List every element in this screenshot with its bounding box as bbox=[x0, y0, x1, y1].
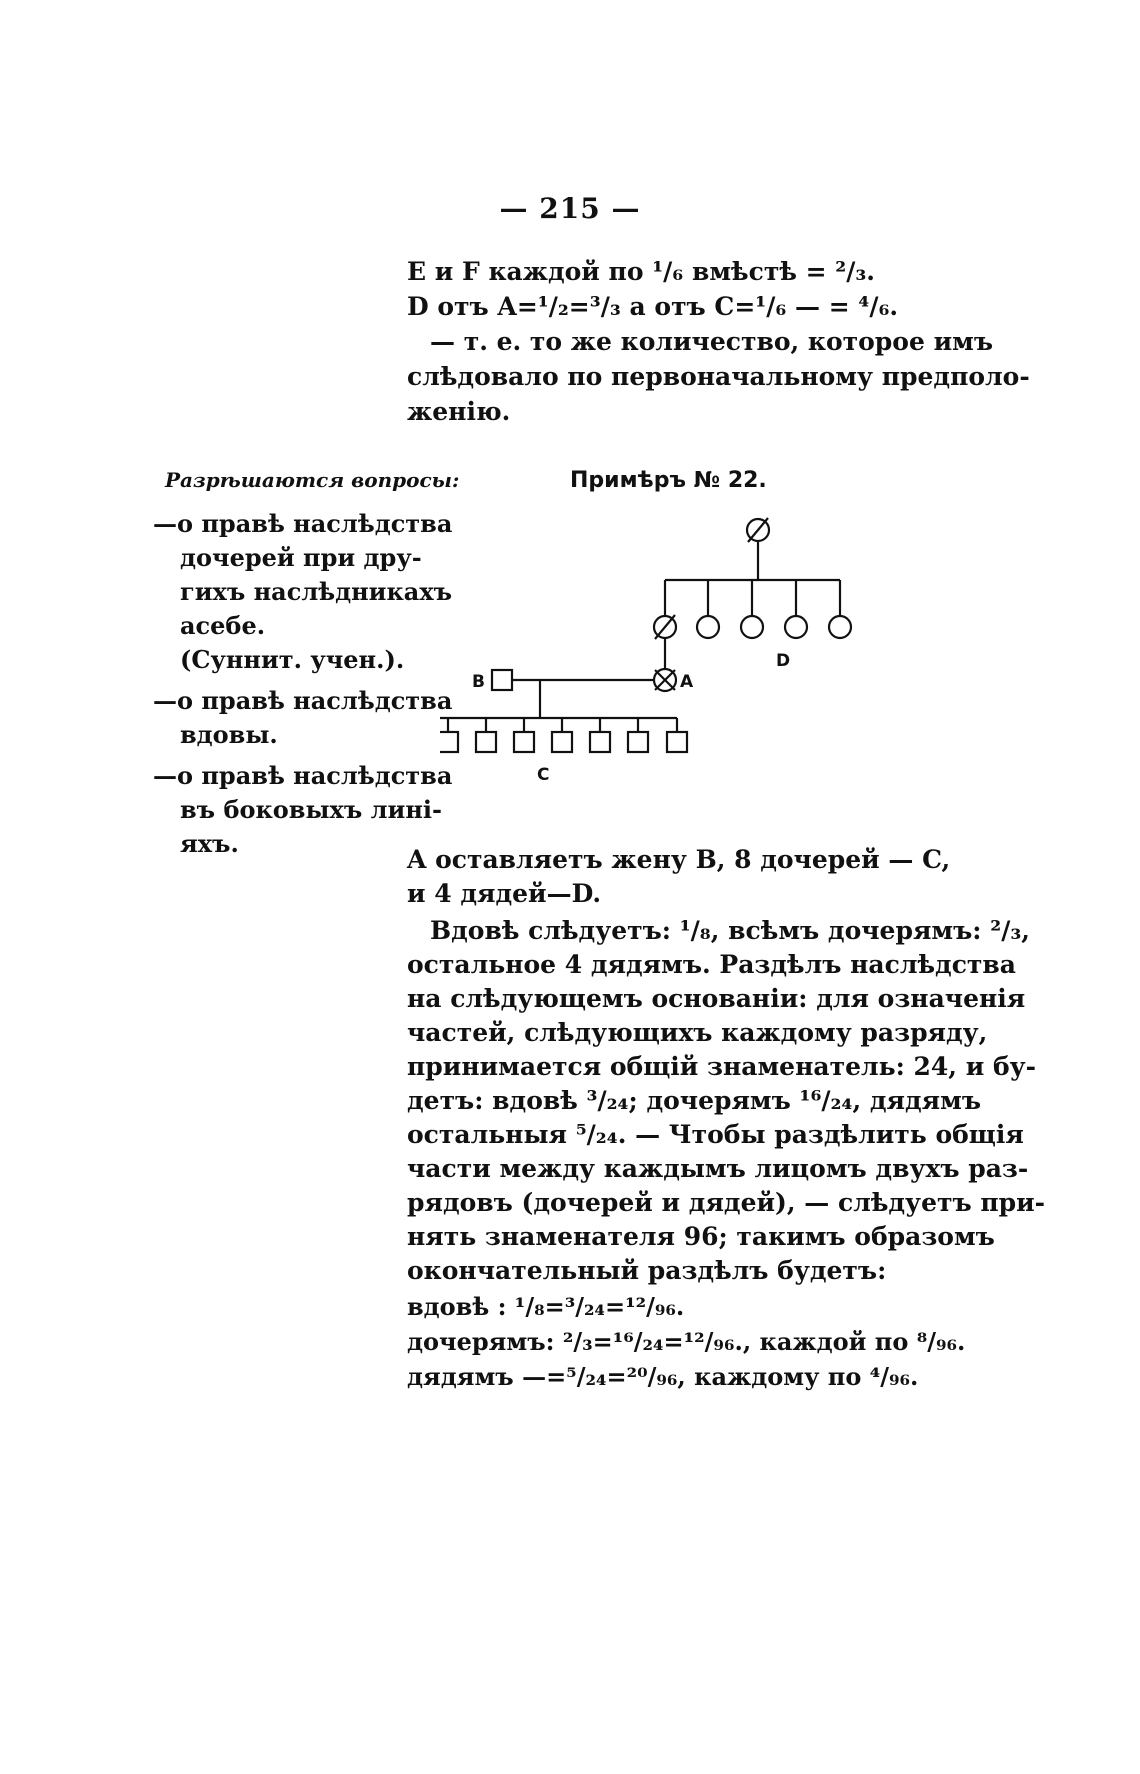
example-title: Примѣръ № 22. bbox=[570, 468, 767, 493]
margin-line: асебе. bbox=[180, 611, 266, 640]
margin-line: вдовы. bbox=[180, 720, 278, 749]
margin-line: дочерей при дру- bbox=[180, 543, 422, 572]
text-line: слѣдовало по первоначальному предполо- bbox=[407, 362, 1030, 391]
label-B: B bbox=[472, 672, 485, 692]
text-line: частей, слѣдующихъ каждому разряду, bbox=[407, 1018, 988, 1047]
daughter-symbol bbox=[514, 732, 534, 752]
daughter-symbol bbox=[628, 732, 648, 752]
page-number: — 215 — bbox=[499, 192, 641, 225]
margin-line: яхъ. bbox=[180, 829, 239, 858]
margin-line: гихъ наслѣдникахъ bbox=[180, 577, 453, 606]
label-D: D bbox=[776, 651, 791, 671]
text-line: и 4 дядей—D. bbox=[407, 879, 602, 908]
text-line: — т. е. то же количество, которое имъ bbox=[430, 327, 994, 356]
text-line: окончательный раздѣлъ будетъ: bbox=[407, 1256, 887, 1285]
uncle-symbol bbox=[697, 616, 719, 638]
uncle-symbol bbox=[829, 616, 851, 638]
margin-line: (Суннит. учен.). bbox=[180, 645, 405, 674]
margin-note-title: Разрѣшаются вопросы: bbox=[165, 468, 460, 492]
distribution-line: дочерямъ: ²/₃=¹⁶/₂₄=¹²/₉₆., каждой по ⁸/₉₆. bbox=[407, 1327, 966, 1356]
text-line: Вдовѣ слѣдуетъ: ¹/₈, всѣмъ дочерямъ: ²/₃, bbox=[430, 916, 1030, 945]
daughter-symbol bbox=[552, 732, 572, 752]
genealogy-diagram bbox=[440, 505, 880, 835]
text-line: женію. bbox=[407, 397, 511, 426]
text-line: части между каждымъ лицомъ двухъ раз- bbox=[407, 1154, 1029, 1183]
uncle-symbol bbox=[741, 616, 763, 638]
text-line: детъ: вдовѣ ³/₂₄; дочерямъ ¹⁶/₂₄, дядямъ bbox=[407, 1086, 982, 1115]
text-line: D отъ A=¹/₂=³/₃ а отъ C=¹/₆ — = ⁴/₆. bbox=[407, 292, 899, 321]
text-line: остальныя ⁵/₂₄. — Чтобы раздѣлить общія bbox=[407, 1120, 1024, 1149]
wife-b-symbol bbox=[492, 670, 512, 690]
daughter-symbol bbox=[476, 732, 496, 752]
uncle-symbol bbox=[785, 616, 807, 638]
text-line: A оставляетъ жену B, 8 дочерей — C, bbox=[407, 845, 951, 874]
text-line: на слѣдующемъ основаніи: для означенія bbox=[407, 984, 1026, 1013]
margin-line: въ боковыхъ лині- bbox=[180, 795, 442, 824]
text-line: остальное 4 дядямъ. Раздѣлъ наслѣдства bbox=[407, 950, 1016, 979]
label-A: A bbox=[680, 672, 694, 692]
margin-line: —о правѣ наслѣдства bbox=[153, 761, 453, 790]
daughter-symbol bbox=[440, 732, 458, 752]
label-C: C bbox=[537, 765, 550, 785]
text-line: E и F каждой по ¹/₆ вмѣстѣ = ²/₃. bbox=[407, 257, 875, 286]
daughter-symbol bbox=[667, 732, 687, 752]
distribution-line: дядямъ —=⁵/₂₄=²⁰/₉₆, каждому по ⁴/₉₆. bbox=[407, 1362, 919, 1391]
text-line: нять знаменателя 96; такимъ образомъ bbox=[407, 1222, 995, 1251]
margin-line: —о правѣ наслѣдства bbox=[153, 686, 453, 715]
distribution-line: вдовѣ : ¹/₈=³/₂₄=¹²/₉₆. bbox=[407, 1292, 685, 1321]
daughter-symbol bbox=[590, 732, 610, 752]
text-line: рядовъ (дочерей и дядей), — слѣдуетъ при- bbox=[407, 1188, 1046, 1217]
margin-line: —о правѣ наслѣдства bbox=[153, 509, 453, 538]
text-line: принимается общій знаменатель: 24, и бу- bbox=[407, 1052, 1037, 1081]
